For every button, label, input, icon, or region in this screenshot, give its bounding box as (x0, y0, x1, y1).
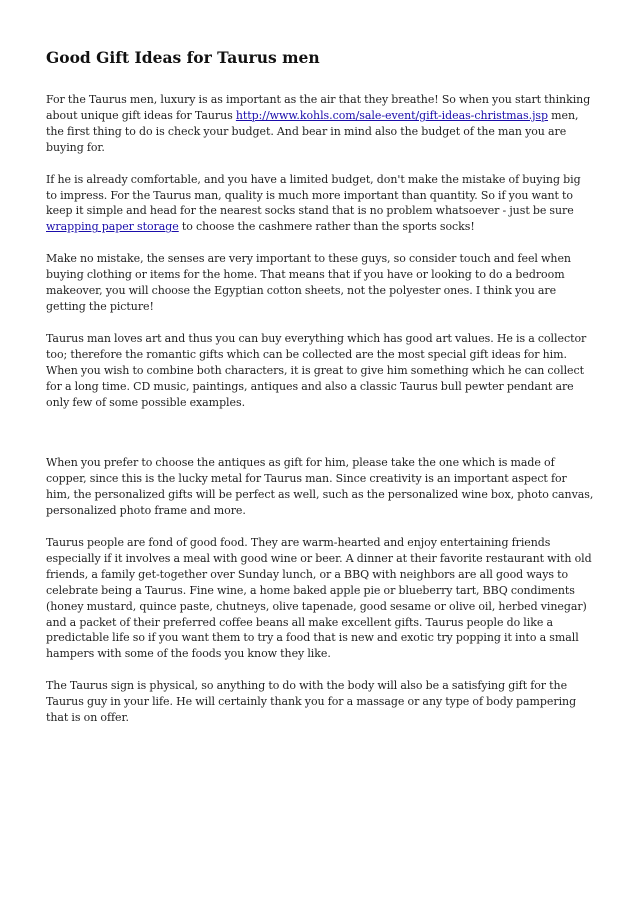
kohls-gift-ideas-link[interactable]: http://www.kohls.com/sale-event/gift-ideas-christmas.jsp (235, 108, 549, 122)
paragraph-budget (46, 172, 594, 236)
paragraph-intro (46, 92, 594, 156)
paragraph-senses: Make no mistake, the senses are very important to these guys, so consider touch and feel when buying clothing or items for the home. That means that if you have or looking to do a bedroom makeover, you will choose the Egyptian cotton sheets, not the polyester ones. I think you are getting the picture! (46, 252, 571, 313)
paragraph-text: to choose the cashmere rather than the sports socks! (178, 220, 475, 234)
wrapping-paper-storage-link[interactable]: wrapping paper storage (46, 220, 179, 234)
page-title: Good Gift Ideas for Taurus men (46, 48, 320, 67)
document-page (46, 48, 594, 742)
paragraph-art: Taurus man loves art and thus you can buy everything which has good art values. He is a collector too; therefore the romantic gifts which can be collected are the most special gift ideas for him. When you wish to combine both characters, it is great to give him something which he can collect for a long time. CD music, paintings, antiques and also a classic Taurus bull pewter pendant are only few of some possible examples. (46, 331, 587, 409)
paragraph-text: If he is already comfortable, and you have a limited budget, don't make the mistake of buying big to impress. For the Taurus man, quality is much more important than quantity. So if you want to keep it simple and head for the nearest socks stand that is no problem whatsoever - just be sure (46, 172, 581, 218)
paragraph-text: men, the first thing to do is check your budget. And bear in mind also the budget of the man you are buying for. (46, 108, 579, 154)
paragraph-text: For the Taurus men, luxury is as important as the air that they breathe! So when you start thinking about unique gift ideas for Taurus (46, 93, 591, 122)
paragraph-antiques: When you prefer to choose the antiques as gift for him, please take the one which is made of copper, since this is the lucky metal for Taurus man. Since creativity is an important aspect for him, the personalized gifts will be perfect as well, such as the personalized wine box, photo canvas, personalized photo frame and more. (46, 456, 594, 518)
paragraph-physical: The Taurus sign is physical, so anything to do with the body will also be a satisfying gift for the Taurus guy in your life. He will certainly thank you for a massage or any type of body pampering that is on offer. (46, 679, 577, 725)
paragraph-food: Taurus people are fond of good food. They are warm-hearted and enjoy entertaining friends especially if it involves a meal with good wine or beer. A dinner at their favorite restaurant with old friends, a family get-together over Sunday lunch, or a BBQ with neighbors are all good ways to celebrate being a Taurus. Fine wine, a home baked apple pie or blueberry tart, BBQ condiments (honey mustard, quince paste, chutneys, olive tapenade, good sesame or olive oil, herbed vinegar) and a packet of their preferred coffee beans all make excellent gifts. Taurus people do like a predictable life so if you want them to try a food that is new and exotic try popping it into a small hampers with some of the foods you know they like. (46, 536, 592, 661)
